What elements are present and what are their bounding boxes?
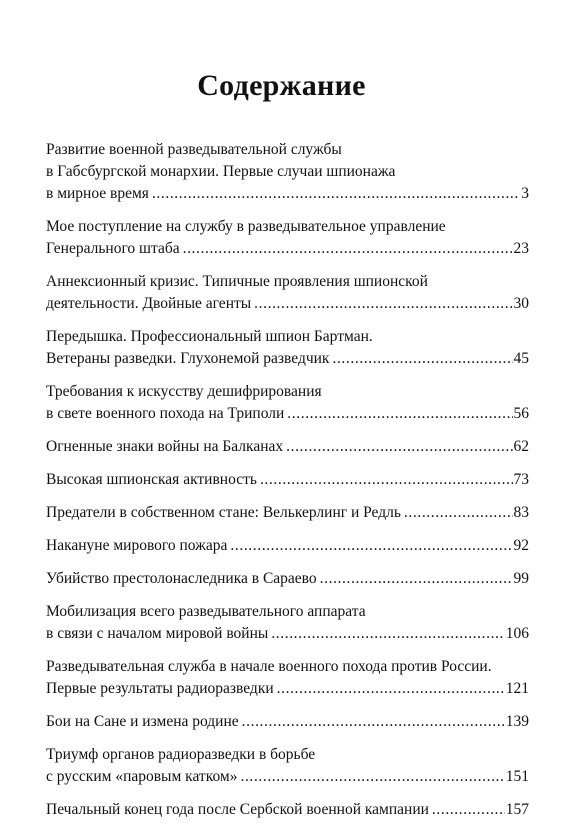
dot-leader — [404, 502, 513, 524]
toc-entry-page-number: 92 — [513, 537, 529, 554]
dot-leader — [240, 766, 504, 788]
toc-entry-last-line — [46, 799, 529, 821]
toc-entry-page-number: 139 — [505, 713, 529, 730]
toc-entry-title-line: Бои на Сане и измена родине — [46, 713, 239, 730]
toc-entry-page-number: 83 — [513, 504, 529, 521]
toc-entry-page-number: 23 — [513, 240, 529, 257]
toc-entry-title-line: Ветераны разведки. Глухонемой разведчик — [46, 350, 330, 367]
toc-entry-page-number: 151 — [505, 768, 529, 785]
toc-entry-last-line — [46, 766, 529, 788]
toc-entry-title-line: Первые результаты радиоразведки — [46, 680, 274, 697]
toc-entry-title-line: Предатели в собственном стане: Велькерлинг и Редль — [46, 504, 401, 521]
toc-entry[interactable] — [46, 535, 529, 557]
toc-entry-page-number: 56 — [513, 405, 529, 422]
toc-entry-title-line: Генерального штаба — [46, 240, 180, 257]
toc-entry-page-number: 106 — [505, 625, 529, 642]
toc-entry-title-line: Триумф органов радиоразведки в борьбе — [46, 746, 316, 763]
dot-leader — [152, 183, 520, 205]
toc-entry-title-line: Накануне мирового пожара — [46, 537, 228, 554]
toc-entry-title-line: Разведывательная служба в начале военного похода против России. — [46, 658, 492, 675]
dot-leader — [183, 238, 513, 260]
toc-entry-title-line: в Габсбургской монархии. Первые случаи шпионажа — [46, 163, 396, 180]
toc-entry-page-number: 62 — [513, 438, 529, 455]
toc-entry-last-line — [46, 502, 529, 524]
toc-entry-title-line: в свете военного похода на Триполи — [46, 405, 285, 422]
dot-leader — [320, 568, 513, 590]
toc-entry-title-line: Мобилизация всего разведывательного аппарата — [46, 603, 366, 620]
toc-entry-last-line — [46, 568, 529, 590]
toc-entry[interactable] — [46, 799, 529, 821]
toc-entry[interactable] — [46, 216, 529, 260]
toc-entry-page-number: 73 — [513, 471, 529, 488]
toc-entry[interactable] — [46, 656, 529, 700]
toc-entry[interactable] — [46, 436, 529, 458]
toc-entry-page-number: 99 — [513, 570, 529, 587]
dot-leader — [230, 535, 512, 557]
dot-leader — [287, 403, 512, 425]
toc-entry-title-line: Развитие военной разведывательной службы — [46, 141, 342, 158]
toc-entry-title-line: с русским «паровым катком» — [46, 768, 238, 785]
dot-leader — [242, 711, 505, 733]
toc-entry-title-line: в мирное время — [46, 185, 149, 202]
toc-entry[interactable] — [46, 469, 529, 491]
page-title: Содержание — [197, 69, 366, 102]
toc-entry-last-line — [46, 238, 529, 260]
toc-entry[interactable] — [46, 744, 529, 788]
toc-entry[interactable] — [46, 601, 529, 645]
toc-entry-last-line — [46, 711, 529, 733]
toc-entry-title-line: Печальный конец года после Сербской военной кампании — [46, 801, 429, 818]
toc-entry-last-line — [46, 535, 529, 557]
toc-entry[interactable] — [46, 502, 529, 524]
toc-entry[interactable] — [46, 381, 529, 425]
toc-entry-title-line: Передышка. Профессиональный шпион Бартман. — [46, 328, 373, 345]
toc-entry-title-line: Аннексионный кризис. Типичные проявления шпионской — [46, 273, 428, 290]
table-of-contents — [46, 139, 529, 832]
toc-entry-page-number: 3 — [521, 185, 529, 202]
dot-leader — [286, 436, 512, 458]
toc-entry-last-line — [46, 469, 529, 491]
toc-entry[interactable] — [46, 711, 529, 733]
toc-entry[interactable] — [46, 326, 529, 370]
toc-entry-title-line: Мое поступление на службу в разведывательное управление — [46, 218, 446, 235]
dot-leader — [332, 348, 512, 370]
toc-entry-last-line — [46, 436, 529, 458]
dot-leader — [260, 469, 513, 491]
toc-entry-last-line — [46, 403, 529, 425]
toc-entry-page-number: 30 — [513, 295, 529, 312]
toc-entry-last-line — [46, 293, 529, 315]
toc-entry-last-line — [46, 678, 529, 700]
toc-entry[interactable] — [46, 271, 529, 315]
dot-leader — [432, 799, 505, 821]
toc-entry-last-line — [46, 623, 529, 645]
toc-entry[interactable] — [46, 139, 529, 205]
toc-entry-page-number: 157 — [505, 801, 529, 818]
toc-entry-title-line: Огненные знаки войны на Балканах — [46, 438, 284, 455]
toc-entry-title-line: Требования к искусству дешифрирования — [46, 383, 322, 400]
toc-entry-last-line — [46, 183, 529, 205]
toc-entry[interactable] — [46, 568, 529, 590]
toc-entry-last-line — [46, 348, 529, 370]
dot-leader — [277, 678, 505, 700]
toc-entry-page-number: 45 — [513, 350, 529, 367]
toc-entry-title-line: в связи с началом мировой войны — [46, 625, 269, 642]
toc-entry-title-line: деятельности. Двойные агенты — [46, 295, 252, 312]
dot-leader — [254, 293, 512, 315]
toc-entry-title-line: Убийство престолонаследника в Сараево — [46, 570, 317, 587]
toc-entry-page-number: 121 — [505, 680, 529, 697]
toc-entry-title-line: Высокая шпионская активность — [46, 471, 257, 488]
dot-leader — [271, 623, 504, 645]
